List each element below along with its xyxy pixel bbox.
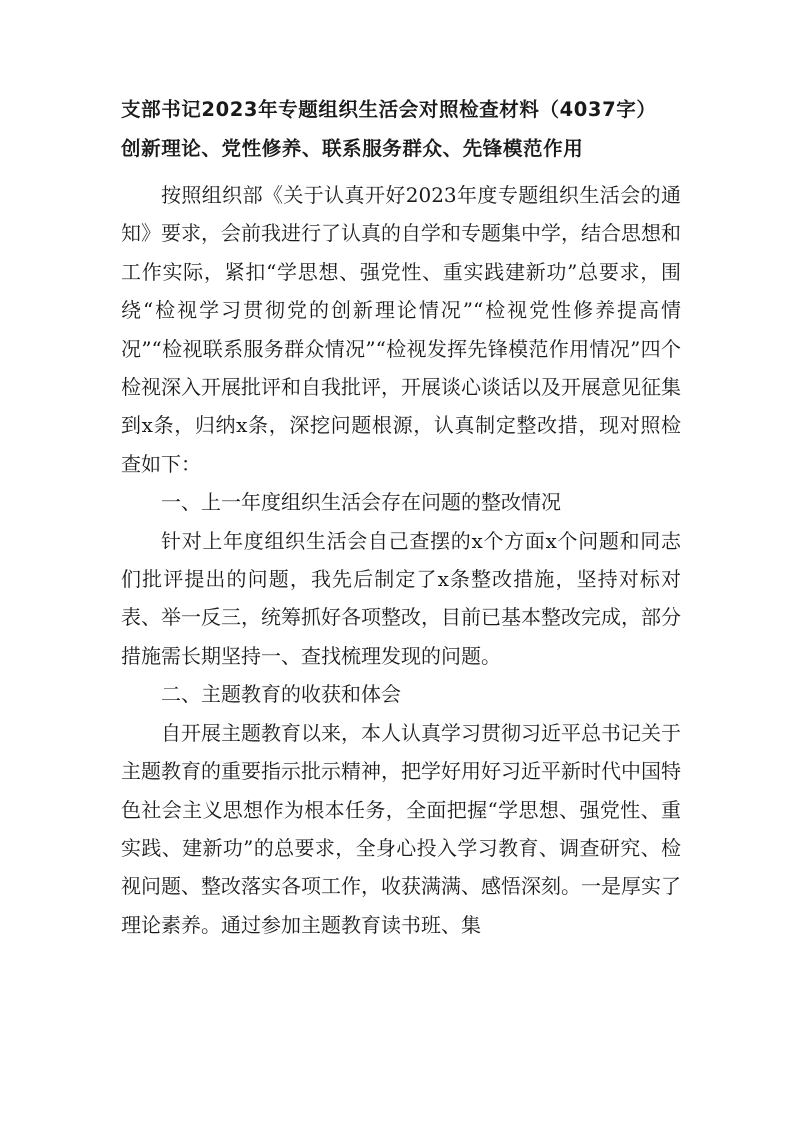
- paragraph-section-1: 针对上年度组织生活会自己查摆的x个方面x个问题和同志们批评提出的问题，我先后制定了x条整改措施，坚持对标对表、举一反三，统筹抓好各项整改，目前已基本整改完成，部分措施需长期坚持一、查找梳理发现的问题。: [121, 528, 681, 668]
- document-subtitle: 创新理论、党性修养、联系服务群众、先锋模范作用: [121, 137, 584, 160]
- paragraph-section-2: 自开展主题教育以来，本人认真学习贯彻习近平总书记关于主题教育的重要指示批示精神，把学好用好习近平新时代中国特色社会主义思想作为根本任务，全面把握“学思想、强党性、重实践、建新功”的总要求，全身心投入学习教育、调查研究、检视问题、整改落实各项工作，收获满满、感悟深刻。一是厚实了理论素养。通过参加主题教育读书班、集: [121, 720, 681, 937]
- paragraph-intro: 按照组织部《关于认真开好2023年度专题组织生活会的通知》要求，会前我进行了认真的自学和专题集中学，结合思想和工作实际，紧扣“学思想、强党性、重实践建新功”总要求，围绕“检视学习贯彻党的创新理论情况”“检视党性修养提高情况”“检视联系服务群众情况”“检视发挥先锋模范作用情况”四个检视深入开展批评和自我批评，开展谈心谈话以及开展意见征集到x条，归纳x条，深挖问题根源，认真制定整改措，现对照检查如下：: [121, 183, 681, 476]
- document-body: [121, 176, 681, 944]
- section-heading-1: 一、上一年度组织生活会存在问题的整改情况: [161, 490, 561, 515]
- section-heading-2: 二、主题教育的收获和体会: [161, 682, 401, 707]
- document-title: 支部书记2023年专题组织生活会对照检查材料（4037字）: [121, 98, 657, 121]
